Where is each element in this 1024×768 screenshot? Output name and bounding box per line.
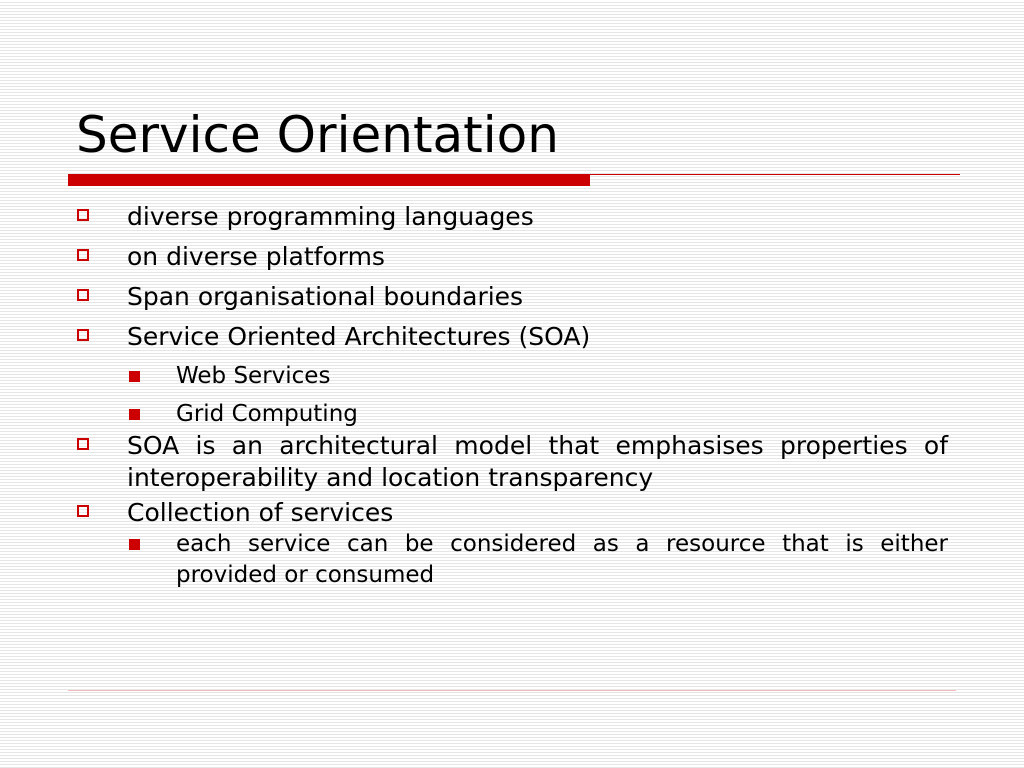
- bullet-text: Service Oriented Architectures (SOA): [127, 322, 591, 351]
- bullet-item: [76, 430, 948, 494]
- hollow-square-bullet-icon: [77, 289, 89, 301]
- hollow-square-bullet-icon: [77, 438, 89, 450]
- sub-bullet-item: [126, 399, 948, 430]
- filled-square-bullet-icon: [129, 409, 140, 420]
- bullet-text: diverse programming languages: [127, 202, 534, 231]
- footer-divider: [68, 690, 956, 691]
- sub-bullet-text: each service can be considered as a resource that is either provided or consumed: [176, 531, 948, 588]
- sub-bullet-text: Web Services: [176, 363, 331, 389]
- bullet-list: [76, 201, 948, 598]
- bullet-item: [76, 281, 948, 313]
- sub-bullet-item: [126, 361, 948, 392]
- filled-square-bullet-icon: [129, 371, 140, 382]
- bullet-item: [76, 241, 948, 273]
- hollow-square-bullet-icon: [77, 505, 89, 517]
- hollow-square-bullet-icon: [77, 329, 89, 341]
- bullet-item: [76, 321, 948, 353]
- slide-title: Service Orientation: [76, 106, 559, 164]
- bullet-text: on diverse platforms: [127, 242, 385, 271]
- sub-bullet-item: [126, 529, 948, 591]
- filled-square-bullet-icon: [129, 539, 140, 550]
- hollow-square-bullet-icon: [77, 249, 89, 261]
- bullet-text: Span organisational boundaries: [127, 282, 524, 311]
- bullet-text: Collection of services: [127, 498, 394, 527]
- bullet-item: [76, 497, 948, 529]
- sub-bullet-text: Grid Computing: [176, 401, 358, 427]
- hollow-square-bullet-icon: [77, 209, 89, 221]
- bullet-text: SOA is an architectural model that emphasises properties of interoperability and location transparency: [127, 431, 948, 492]
- title-divider-thick: [68, 175, 590, 186]
- bullet-item: [76, 201, 948, 233]
